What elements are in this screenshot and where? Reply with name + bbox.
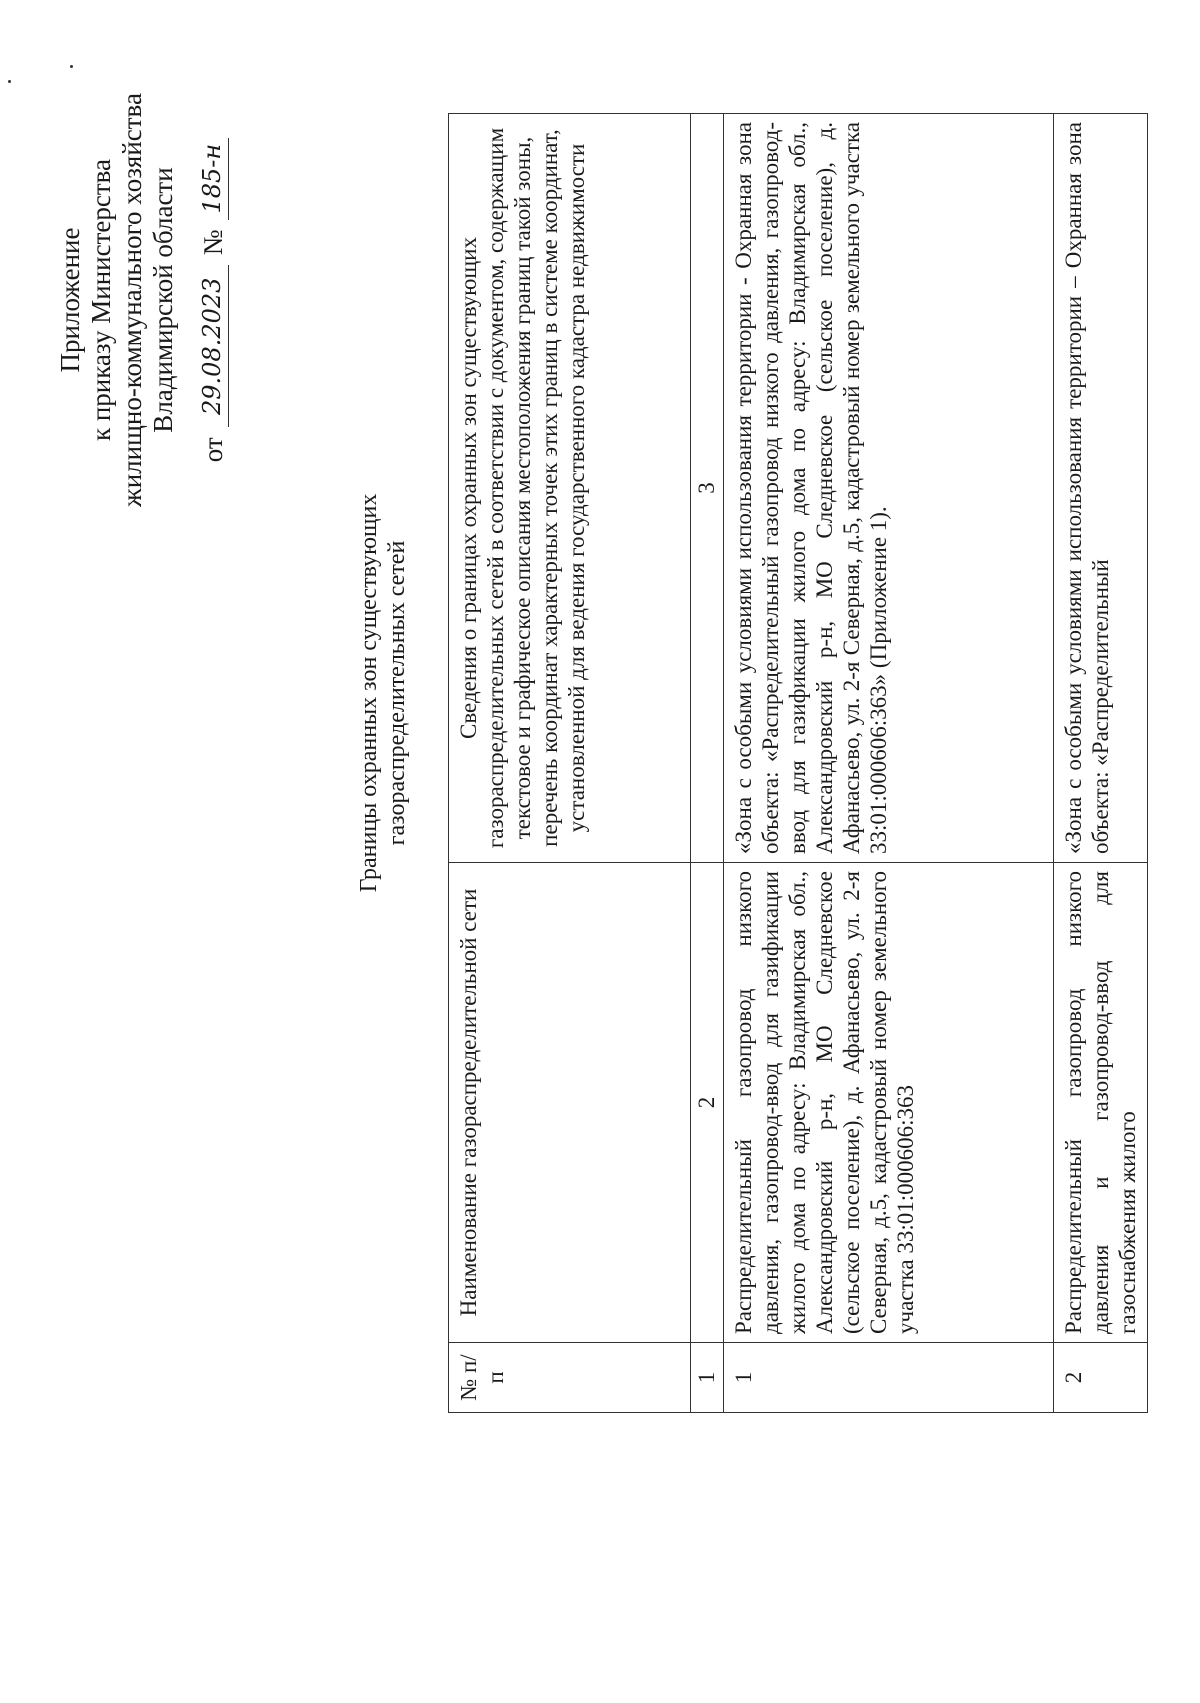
header-zone-info: Сведения о границах охранных зон существующих газораспределительных сетей в соответствии с документом, содержащим текстовое и графическое описания местоположения границ такой зоны, перечень координат характерных точек этих границ в системе координат, установленной для ведения государственного кадастра недвижимости xyxy=(449,114,691,863)
row-number: 1 xyxy=(723,1343,1053,1413)
appendix-ministry: жилищно-коммунального хозяйства xyxy=(117,93,147,507)
column-number: 3 xyxy=(690,114,723,863)
row-number: 2 xyxy=(1054,1343,1148,1413)
title-line-2: газораспределительных сетей xyxy=(384,540,410,846)
appendix-order-ref: к приказу Министерства xyxy=(86,158,116,442)
date-prefix: от xyxy=(198,437,228,463)
network-name: Распределительный газопровод низкого давления, газопровод-ввод для газификации жилого дома по адресу: Владимирская обл., Александровский р-н, МО Следневское (сельское поселение), д. Афанасьево, ул. 2-я Северная, д.5, кадастровый номер земельного участка 33:01:000606:363 xyxy=(723,863,1053,1343)
document-title xyxy=(355,313,411,1073)
zone-info: «Зона с особыми условиями использования территории – Охранная зона объекта: «Распределительный xyxy=(1054,114,1148,863)
order-number: 185-н xyxy=(197,138,229,220)
order-date: 29.08.2023 xyxy=(197,265,229,427)
table-row xyxy=(723,114,1053,1413)
table-header-row xyxy=(449,114,691,1413)
appendix-block xyxy=(55,80,229,520)
scan-speck xyxy=(8,80,11,83)
order-date-number xyxy=(197,80,229,520)
scan-speck xyxy=(70,65,73,68)
column-number: 2 xyxy=(690,863,723,1343)
zone-info: «Зона с особыми условиями использования территории - Охранная зона объекта: «Распределительный газопровод низкого давления, газопровод-ввод для газификации жилого дома по адресу: Владимирская обл., Александровский р-н, МО Следневское (сельское поселение), д. Афанасьево, ул. 2-я Северная, д.5, кадастровый номер земельного участка 33:01:000606:363» (Приложение 1). xyxy=(723,114,1053,863)
header-network-name: Наименование газораспределительной сети xyxy=(449,863,691,1343)
network-name: Распределительный газопровод низкого давления и газопровод-ввод для газоснабжения жилого xyxy=(1054,863,1148,1343)
table-row xyxy=(1054,114,1148,1413)
zones-table xyxy=(448,113,1148,1413)
title-line-1: Границы охранных зон существующих xyxy=(356,493,382,893)
header-number: № п/п xyxy=(449,1343,691,1413)
column-number: 1 xyxy=(690,1343,723,1413)
appendix-title: Приложение xyxy=(55,227,85,373)
appendix-region: Владимирской области xyxy=(148,167,178,433)
number-prefix: № xyxy=(198,229,228,256)
column-number-row xyxy=(690,114,723,1413)
